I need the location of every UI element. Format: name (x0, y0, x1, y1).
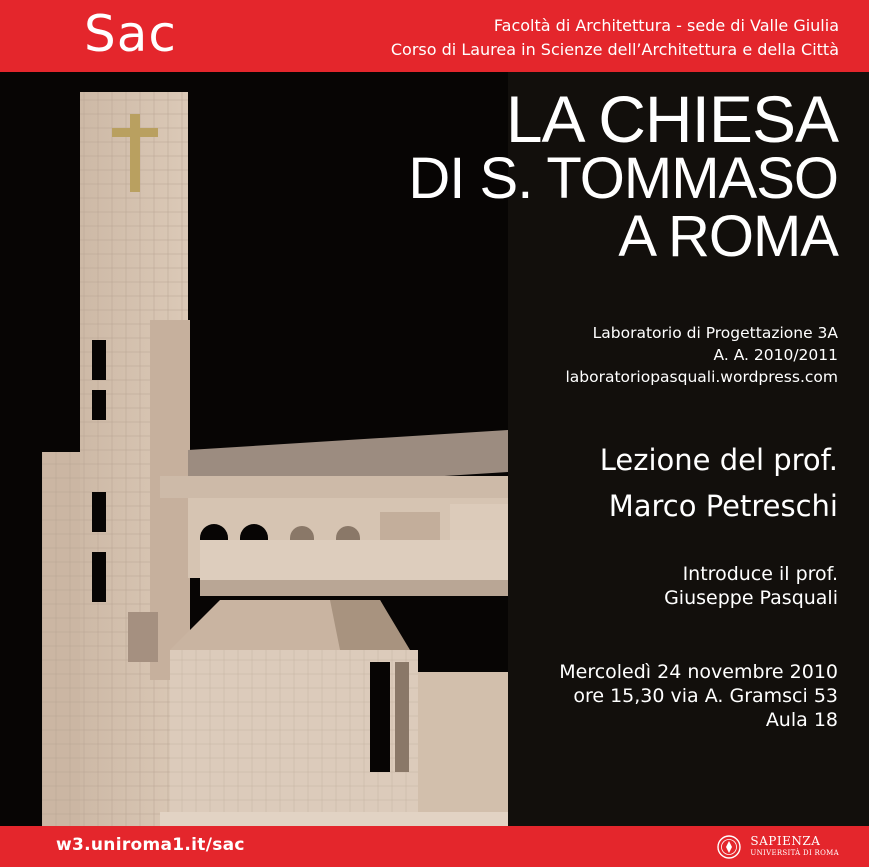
event-place: ore 15,30 via A. Gramsci 53 (573, 685, 838, 707)
intro-name: Giuseppe Pasquali (664, 587, 838, 609)
lab-name: Laboratorio di Progettazione 3A (592, 324, 838, 342)
event-room: Aula 18 (765, 709, 838, 731)
university-name: SAPIENZA (750, 834, 821, 848)
introduction-info (664, 562, 838, 610)
event-details (559, 660, 838, 732)
course-name: Corso di Laurea in Scienze dell’Architettura e della Città (390, 40, 839, 59)
lab-info (565, 322, 838, 388)
title-line-1: LA CHIESA (505, 82, 838, 156)
header-bar (0, 0, 869, 72)
footer-bar (0, 826, 869, 867)
sac-logo[interactable]: Sac (84, 5, 177, 63)
faculty-name: Facoltà di Architettura - sede di Valle Giulia (493, 16, 839, 35)
sapienza-crest-icon (716, 832, 742, 862)
lecturer-name: Marco Petreschi (608, 489, 838, 523)
sapienza-logo[interactable] (716, 832, 839, 862)
lecture-info (600, 437, 838, 529)
event-date: Mercoledì 24 novembre 2010 (559, 661, 838, 683)
academic-year: A. A. 2010/2011 (713, 346, 838, 364)
lecture-label: Lezione del prof. (599, 443, 838, 477)
university-subtitle: UNIVERSITÀ DI ROMA (750, 849, 839, 857)
title-line-3: A ROMA (618, 204, 838, 269)
faculty-info (391, 14, 839, 62)
lab-blog-link[interactable]: laboratoriopasquali.wordpress.com (565, 368, 838, 386)
intro-label: Introduce il prof. (682, 563, 838, 585)
poster-title (408, 82, 838, 269)
website-link[interactable]: w3.uniroma1.it/sac (56, 835, 245, 855)
title-line-2: DI S. TOMMASO (408, 146, 838, 211)
